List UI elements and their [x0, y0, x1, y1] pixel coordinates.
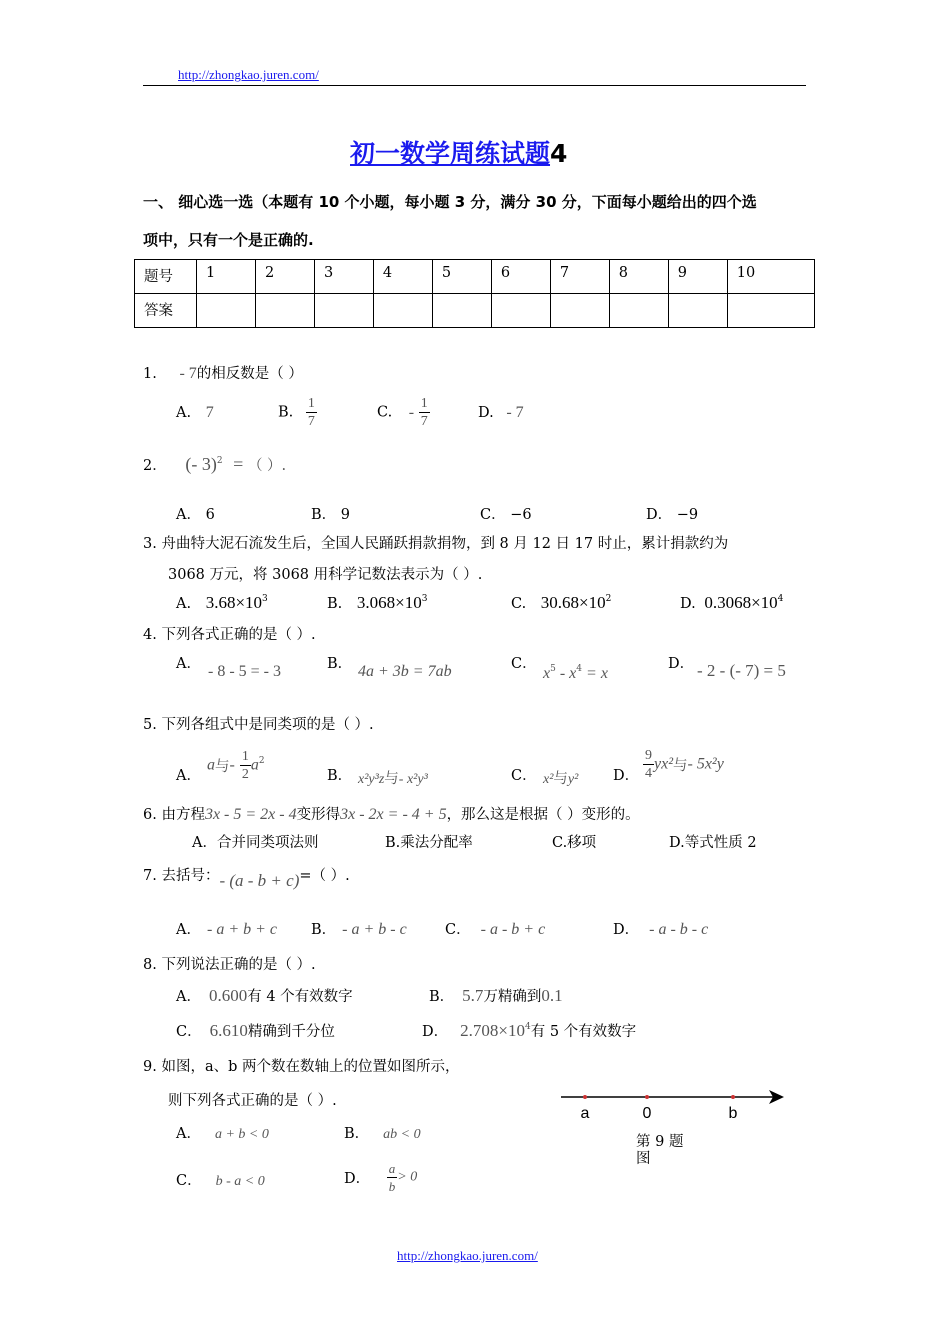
table-cell: 9 — [668, 260, 727, 294]
q3-option-b[interactable]: B. $3.068\times 10^3$ — [327, 593, 428, 612]
q8-option-b[interactable]: B． 5.7万精确到0.1 — [429, 986, 563, 1005]
q2-option-d[interactable]: D． −9 — [646, 507, 699, 523]
q5-a-expr: a与- $\frac{1}{2}$ $a^2$ — [207, 749, 265, 782]
q7-option-d[interactable]: D． - a - b - c — [613, 921, 709, 938]
answer-cell[interactable] — [727, 294, 814, 328]
q4-option-b[interactable]: B． — [327, 656, 353, 672]
q6-option-c[interactable]: C.移项 — [552, 835, 597, 851]
q6-option-d[interactable]: D.等式性质 2 — [669, 835, 757, 851]
question-1-stem — [143, 362, 303, 383]
q5-option-a[interactable]: A． — [176, 768, 201, 784]
table-row-numbers — [135, 260, 815, 294]
point-zero — [645, 1095, 649, 1099]
q2-option-b[interactable]: B． 9 — [311, 507, 350, 523]
page-title — [350, 134, 567, 170]
q4-d-expr: - 2 - (- 7) = 5 — [697, 661, 786, 680]
stem-text: 的相反数是（ ） — [196, 366, 303, 382]
q7-option-a[interactable]: A． - a + b + c — [176, 921, 278, 938]
question-4-stem: 4. 下列各式正确的是（ ）. — [143, 627, 316, 643]
number-line-figure — [555, 1085, 790, 1125]
section-heading-line2: 项中，只有一个是正确的. — [143, 231, 314, 249]
label-zero: 0 — [642, 1105, 652, 1122]
q5-d-expr: $\frac{9}{4}$ yx²与- 5x²y — [645, 748, 724, 781]
table-row-answers — [135, 294, 815, 328]
question-number: 1. — [143, 366, 157, 382]
question-7-stem: 7. 去括号：- (a - b + c)=（ ）. — [143, 868, 350, 890]
q9-option-c[interactable]: C． b - a < 0 — [176, 1173, 265, 1189]
question-3-line1: 3. 舟曲特大泥石流发生后，全国人民踊跃捐款捐物，到 8 月 12 日 17 时止，累计捐款约为 — [143, 536, 729, 552]
table-cell: 5 — [432, 260, 491, 294]
q7-option-b[interactable]: B． - a + b - c — [311, 921, 407, 938]
question-8-stem: 8. 下列说法正确的是（ ）. — [143, 957, 316, 973]
table-cell: 6 — [491, 260, 550, 294]
answer-table — [134, 259, 815, 328]
q4-option-d[interactable]: D． — [668, 656, 695, 672]
answer-cell[interactable] — [668, 294, 727, 328]
q5-option-c[interactable]: C． — [511, 768, 537, 784]
answer-cell[interactable] — [373, 294, 432, 328]
figure-caption-cut: 图 — [636, 1151, 651, 1167]
question-3-line2: 3068 万元，将 3068 用科学记数法表示为（ ）. — [168, 567, 483, 583]
q5-option-b[interactable]: B． — [327, 768, 353, 784]
q1-option-b[interactable]: B. $\frac{1}{7}$ — [278, 396, 315, 429]
question-5-stem: 5. 下列各组式中是同类项的是（ ）. — [143, 717, 374, 733]
table-cell: 8 — [609, 260, 668, 294]
q7-option-c[interactable]: C． - a - b + c — [445, 921, 546, 938]
label-b: b — [728, 1105, 738, 1122]
q1-option-d[interactable]: D. - 7 — [478, 404, 524, 421]
answer-cell[interactable] — [550, 294, 609, 328]
q2-option-c[interactable]: C． −6 — [480, 507, 532, 523]
q9-option-d[interactable]: D． $\frac{a}{b}$ > 0 — [344, 1161, 418, 1194]
q4-a-expr: - 8 - 5 = - 3 — [208, 663, 282, 680]
table-cell-label: 答案 — [135, 294, 197, 328]
question-6-stem: 6. 由方程3x - 5 = 2x - 4变形得3x - 2x = - 4 + 5，那么这是根据（ ）变形的。 — [143, 806, 640, 823]
q8-option-d[interactable]: D． $2.708\times 10^4$有 5 个有效数字 — [422, 1021, 637, 1040]
answer-cell[interactable] — [255, 294, 314, 328]
table-cell-label: 题号 — [135, 260, 197, 294]
q3-option-a[interactable]: A. $3.68\times 10^3$ — [176, 593, 268, 612]
q1-option-a[interactable]: A. 7 — [176, 404, 214, 421]
question-2-stem: 2． (- 3)$^2$ = （ ）. — [143, 454, 287, 474]
figure-caption: 第 9 题 — [636, 1134, 684, 1150]
answer-cell[interactable] — [609, 294, 668, 328]
answer-cell[interactable] — [197, 294, 256, 328]
table-cell: 10 — [727, 260, 814, 294]
table-cell: 1 — [197, 260, 256, 294]
title-number: 4 — [550, 139, 568, 168]
answer-cell[interactable] — [314, 294, 373, 328]
q6-option-b[interactable]: B.乘法分配率 — [385, 835, 473, 851]
q8-option-c[interactable]: C． 6.610精确到千分位 — [176, 1021, 335, 1040]
q2-option-a[interactable]: A． 6 — [176, 507, 215, 523]
answer-cell[interactable] — [491, 294, 550, 328]
question-9-line2: 则下列各式正确的是（ ）. — [168, 1093, 337, 1109]
header-url[interactable]: http://zhongkao.juren.com/ — [178, 67, 319, 82]
point-b — [731, 1095, 735, 1099]
label-a: a — [580, 1105, 590, 1122]
question-9-line1: 9. 如图，a、b 两个数在数轴上的位置如图所示， — [143, 1059, 460, 1075]
q8-option-a[interactable]: A． 0.600有 4 个有效数字 — [176, 986, 353, 1005]
table-cell: 2 — [255, 260, 314, 294]
footer-url[interactable]: http://zhongkao.juren.com/ — [397, 1248, 538, 1263]
q3-option-c[interactable]: C. $30.68\times 10^2$ — [511, 593, 612, 612]
q9-option-b[interactable]: B． ab < 0 — [344, 1126, 421, 1142]
q4-option-c[interactable]: C． — [511, 656, 537, 672]
table-cell: 3 — [314, 260, 373, 294]
q1-option-c[interactable]: C. - $\frac{1}{7}$ — [377, 396, 428, 429]
section-heading-line1: 一、 细心选一选（本题有 10 个小题，每小题 3 分，满分 30 分，下面每小题给出的四个选 — [143, 193, 757, 211]
q4-option-a[interactable]: A． — [176, 656, 201, 672]
answer-cell[interactable] — [432, 294, 491, 328]
q5-option-d[interactable]: D． — [613, 768, 640, 784]
q4-b-expr: 4a + 3b = 7ab — [358, 663, 452, 680]
q4-c-expr: $x^5 - x^4 = x$ — [543, 664, 608, 682]
q9-option-a[interactable]: A． a + b < 0 — [176, 1126, 269, 1142]
q5-b-expr: x²y³z与- x²y³ — [358, 771, 428, 787]
q6-option-a[interactable]: A．合并同类项法则 — [192, 835, 319, 851]
q5-c-expr: x²与y² — [543, 771, 579, 787]
header-rule — [143, 85, 806, 86]
table-cell: 4 — [373, 260, 432, 294]
table-cell: 7 — [550, 260, 609, 294]
point-a — [583, 1095, 587, 1099]
math-expr: - 7 — [179, 365, 197, 382]
title-text[interactable]: 初一数学周练试题 — [350, 139, 551, 168]
q3-option-d[interactable]: D. $0.3068\times 10^4$ — [680, 593, 784, 612]
